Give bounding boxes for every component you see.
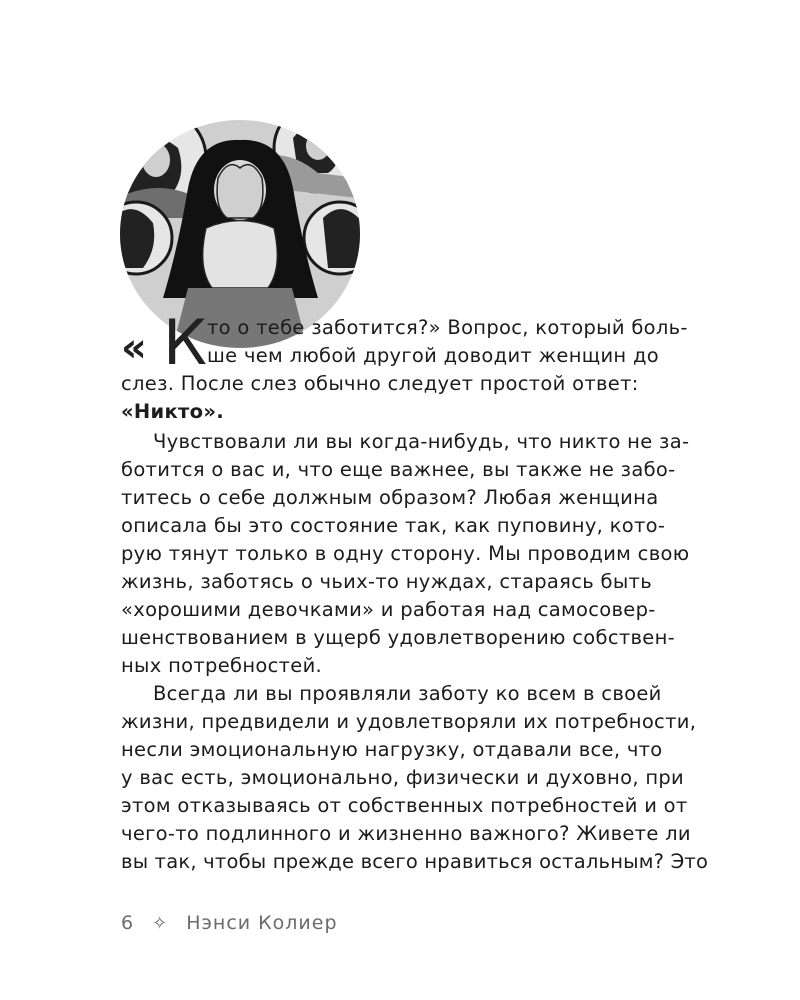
- text-line: вы так, чтобы прежде всего нравиться остальным? Это: [121, 850, 708, 873]
- page-number: 6: [121, 912, 135, 934]
- text-line: то о тебе заботится?» Вопрос, который боль-: [207, 316, 688, 339]
- text-line: «хорошими девочками» и работая над самосовер-: [121, 598, 656, 621]
- page-footer: [121, 912, 338, 934]
- text-line: Чувствовали ли вы когда-нибудь, что никто не за-: [153, 430, 690, 453]
- text-line: ботится о вас и, что еще важнее, вы также не забо-: [121, 458, 676, 481]
- text-line: чего-то подлинного и жизненно важного? Живете ли: [121, 822, 691, 845]
- drop-cap-quote: «: [121, 325, 147, 371]
- text-line: ных потребностей.: [121, 654, 323, 677]
- running-author: Нэнси Колиер: [186, 912, 338, 934]
- second-paragraph: [121, 428, 708, 680]
- text-line: несли эмоциональную нагрузку, отдавали все, что: [121, 738, 663, 761]
- text-line: шенствованием в ущерб удовлетворению собствен-: [121, 626, 675, 649]
- text-line: ше чем любой другой доводит женщин до: [207, 344, 659, 367]
- star-separator-icon: ✧: [152, 912, 169, 934]
- text-line: описала бы это состояние так, как пуповину, кото-: [121, 514, 666, 537]
- text-line: у вас есть, эмоционально, физически и духовно, при: [121, 766, 685, 789]
- text-line: жизнь, заботясь о чьих-то нуждах, стараясь быть: [121, 570, 653, 593]
- third-paragraph: [121, 680, 708, 876]
- text-line: рую тянут только в одну сторону. Мы проводим свою: [121, 542, 690, 565]
- text-line: Всегда ли вы проявляли заботу ко всем в своей: [153, 682, 662, 705]
- text-line: слез. После слез обычно следует простой ответ:: [121, 372, 639, 395]
- text-line: этом отказываясь от собственных потребностей и от: [121, 794, 688, 817]
- text-line-bold: «Никто».: [121, 400, 224, 423]
- drop-cap-letter: К: [163, 306, 208, 379]
- text-line: жизни, предвидели и удовлетворяли их потребности,: [121, 710, 697, 733]
- first-paragraph: [121, 306, 708, 426]
- text-line: титесь о себе должным образом? Любая женщина: [121, 486, 659, 509]
